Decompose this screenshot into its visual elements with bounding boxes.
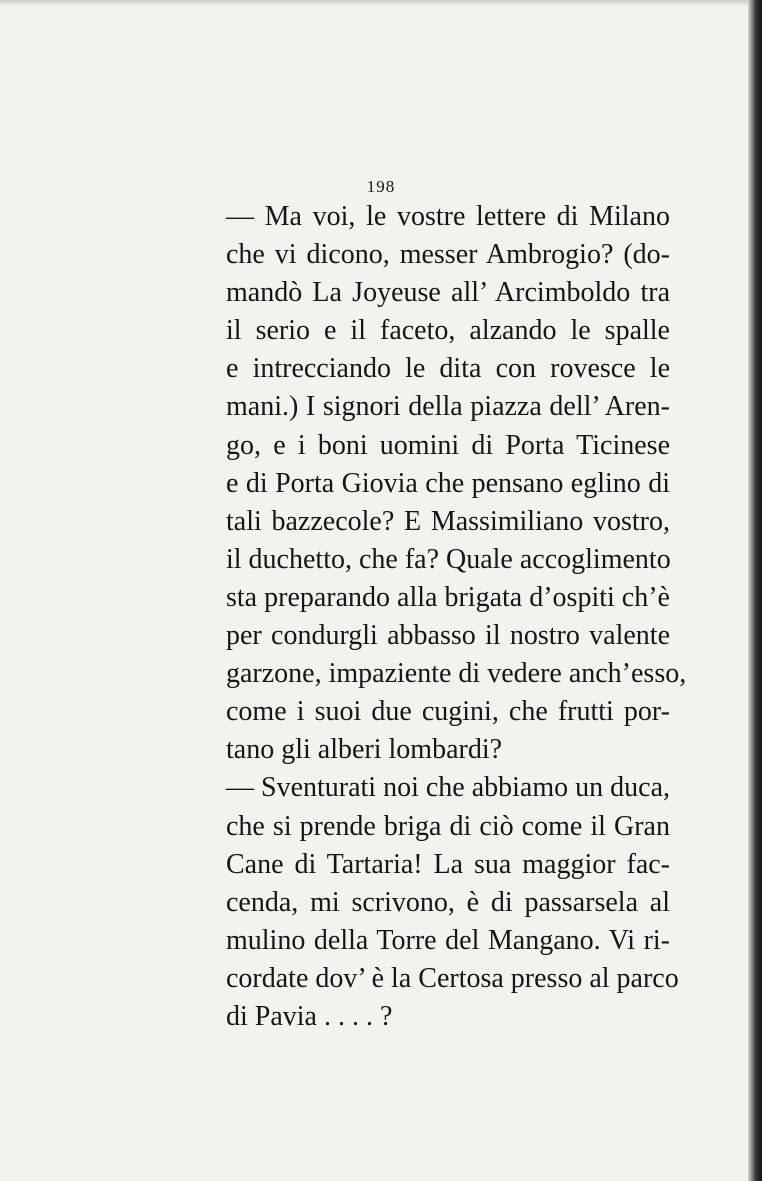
text-line: tano gli alberi lombardi? [226,734,503,766]
text-line: di Pavia . . . . ? [226,1000,393,1032]
text-line: go, e i boni uomini di Porta Ticinese [226,429,670,461]
text-line: e di Porta Giovia che pensano eglino di [226,467,670,499]
page-edge-top [0,0,762,6]
text-line: garzone, impaziente di vedere anch’esso, [226,658,687,690]
text-line: che vi dicono, messer Ambrogio? (do- [226,239,670,271]
text-line: mulino della Torre del Mangano. Vi ri- [226,924,670,956]
text-line: per condurgli abbasso il nostro valente [226,620,670,652]
text-line: il duchetto, che fa? Quale accoglimento [226,543,671,575]
text-line: tali bazzecole? E Massimiliano vostro, [226,505,670,537]
text-line: cenda, mi scrivono, è di passarsela al [226,886,670,918]
text-line: — Sventurati noi che abbiamo un duca, [226,772,670,804]
text-line: il serio e il faceto, alzando le spalle [226,315,670,347]
text-line: sta preparando alla brigata d’ospiti ch’è [226,581,670,613]
text-line: come i suoi due cugini, che frutti por- [226,696,670,728]
text-line: — Ma voi, le vostre lettere di Milano [226,201,670,232]
text-line: mani.) I signori della piazza dell’ Aren- [226,391,670,423]
text-line: cordate dov’ è la Certosa presso al parco [226,962,679,994]
text-line: mandò La Joyeuse all’ Arcimboldo tra [226,277,670,309]
text-line: e intrecciando le dita con rovesce le [226,353,670,385]
body-text [226,198,687,1036]
page-number: 198 [366,177,396,196]
text-line: che si prende briga di ciò come il Gran [226,810,670,842]
text-line: Cane di Tartaria! La sua maggior fac- [226,848,670,880]
